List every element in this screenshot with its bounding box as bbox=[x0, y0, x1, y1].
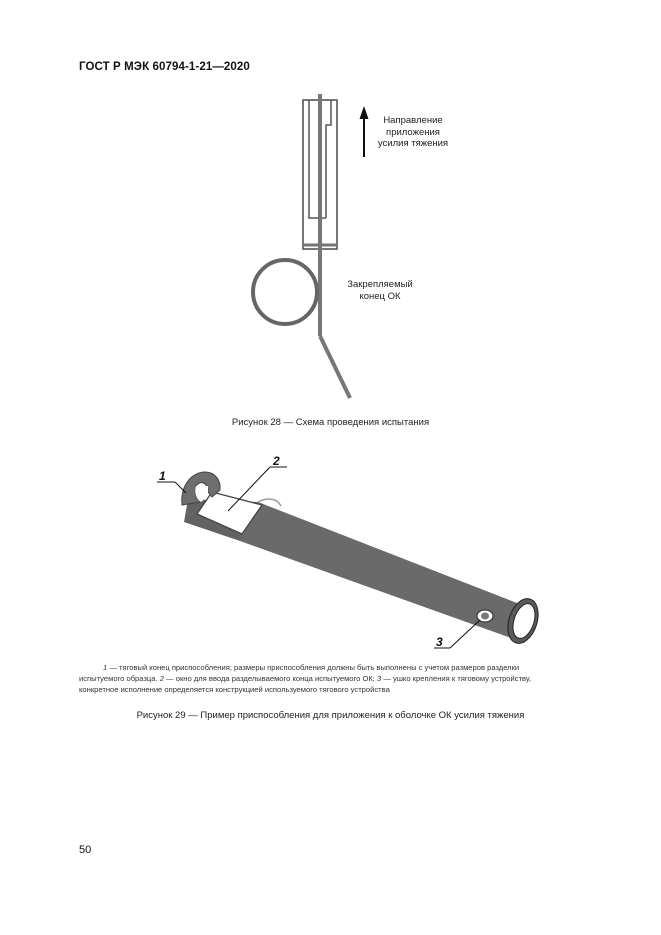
fixed-end-label: Закрепляемый конец ОК bbox=[347, 279, 413, 302]
cable-loop bbox=[253, 260, 317, 324]
attachment-eye-inner bbox=[481, 613, 489, 620]
standard-header: ГОСТ Р МЭК 60794-1-21—2020 bbox=[79, 61, 250, 73]
figure-28-caption: Рисунок 28 — Схема проведения испытания bbox=[231, 417, 430, 428]
legend-line-2: испытуемого образца. 2 — окно для ввода разделываемого конца испытуемого ОК; 3 — ушко крепления к тяговому устройству, bbox=[79, 674, 532, 683]
callout-2-number: 2 bbox=[273, 454, 280, 468]
callout-3-leader bbox=[450, 620, 480, 648]
figure-28-drawing bbox=[253, 94, 369, 398]
legend-line-1: 1 — тяговый конец приспособления; размеры приспособления должны быть выполнены с учетом размеров разделки bbox=[103, 663, 520, 672]
figure-29-drawing bbox=[157, 454, 543, 649]
legend-line-3: конкретное исполнение определяется конструкцией используемого тягового устройства bbox=[79, 685, 390, 694]
pull-direction-label: Направление приложения усилия тяжения bbox=[377, 115, 449, 149]
cable-tail bbox=[320, 336, 350, 398]
callout-3-number: 3 bbox=[436, 635, 443, 649]
page-number: 50 bbox=[79, 844, 92, 856]
callout-1-number: 1 bbox=[159, 469, 166, 483]
figure-29-caption: Рисунок 29 — Пример приспособления для приложения к оболочке ОК усилия тяжения bbox=[136, 710, 525, 721]
